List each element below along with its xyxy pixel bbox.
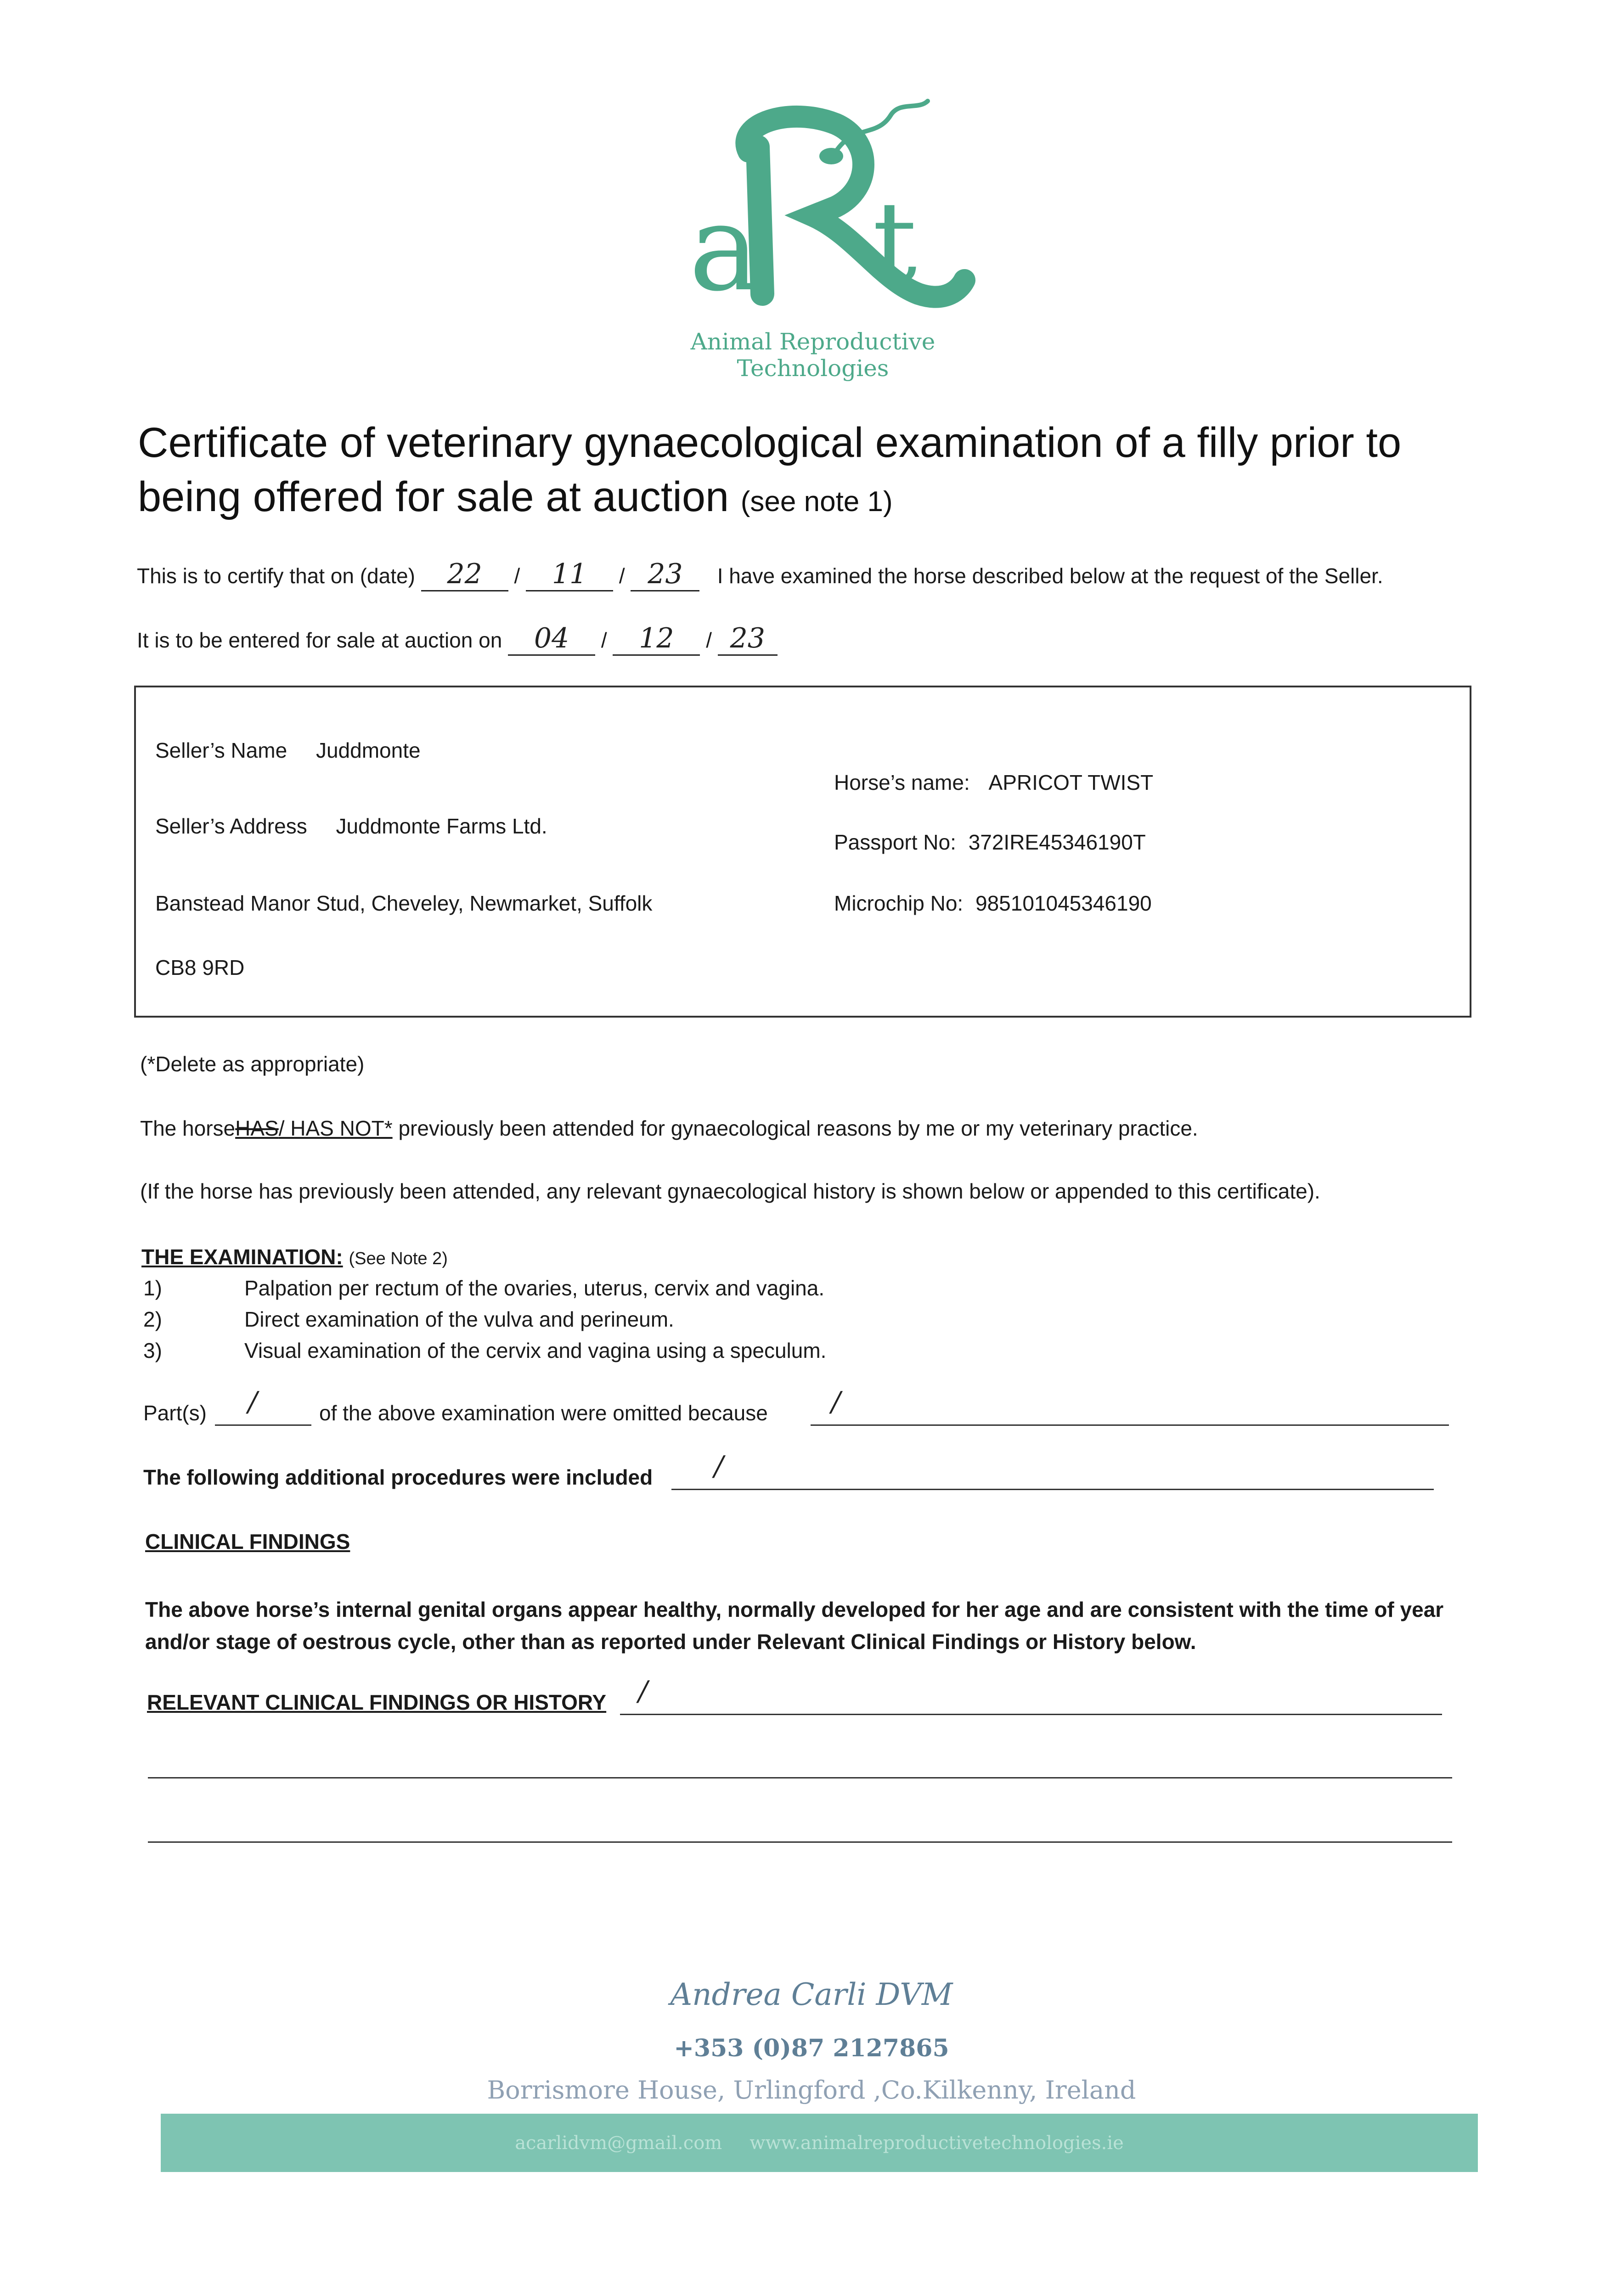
auction-date-year[interactable]: 23 bbox=[730, 622, 765, 654]
delete-note: (*Delete as appropriate) bbox=[140, 1052, 365, 1076]
microchip-row bbox=[834, 891, 1152, 916]
relevant-field-line3[interactable] bbox=[148, 1841, 1452, 1843]
examination-heading-row bbox=[141, 1244, 448, 1269]
omitted-reason-field[interactable] bbox=[811, 1424, 1449, 1426]
history-suffix: previously been attended for gynaecological reasons by me or my veterinary practice. bbox=[398, 1116, 1198, 1140]
seller-address-label: Seller’s Address bbox=[155, 814, 307, 838]
logo-tagline: Animal Reproductive Technologies bbox=[690, 328, 935, 382]
omitted-parts-field[interactable] bbox=[215, 1424, 311, 1426]
relevant-field-line1[interactable] bbox=[620, 1714, 1442, 1715]
horse-name-row bbox=[834, 770, 1153, 795]
footer-name: Andrea Carli DVM bbox=[670, 1977, 953, 2012]
seller-horse-box bbox=[134, 686, 1471, 1018]
exam-item-number: 1) bbox=[143, 1276, 162, 1300]
certify-suffix: I have examined the horse described below at the request of the Seller. bbox=[717, 564, 1383, 588]
passport-label: Passport No: bbox=[834, 830, 956, 854]
seller-address-row bbox=[155, 814, 547, 838]
microchip-value[interactable]: 985101045346190 bbox=[975, 891, 1152, 915]
history-prefix: The horse bbox=[140, 1116, 236, 1140]
date-separator: / bbox=[601, 628, 607, 652]
has-not-option[interactable]: / HAS NOT* bbox=[278, 1116, 393, 1140]
svg-text:t: t bbox=[873, 178, 917, 306]
footer-phone: +353 (0)87 2127865 bbox=[674, 2034, 949, 2062]
svg-text:a: a bbox=[689, 179, 761, 318]
exam-date-month[interactable]: 11 bbox=[552, 558, 587, 590]
exam-item-text: Direct examination of the vulva and perineum. bbox=[244, 1307, 674, 1331]
seller-name-row bbox=[155, 738, 421, 763]
auction-prefix: It is to be entered for sale at auction on bbox=[137, 628, 502, 652]
omitted-reason-mark: / bbox=[831, 1386, 841, 1418]
title-note: (see note 1) bbox=[740, 486, 893, 518]
auction-line bbox=[137, 622, 778, 656]
footer-website[interactable]: www.animalreproductivetechnologies.ie bbox=[750, 2132, 1124, 2154]
footer-address: Borrismore House, Urlingford ,Co.Kilkenny, Ireland bbox=[487, 2076, 1136, 2105]
seller-name-label: Seller’s Name bbox=[155, 738, 287, 762]
date-separator: / bbox=[514, 564, 520, 588]
examination-note: (See Note 2) bbox=[349, 1249, 448, 1268]
auction-date-day[interactable]: 04 bbox=[534, 622, 569, 654]
page-title bbox=[138, 416, 1506, 529]
passport-value[interactable]: 372IRE45346190T bbox=[968, 830, 1146, 854]
exam-date-day[interactable]: 22 bbox=[447, 558, 482, 590]
relevant-field-line2[interactable] bbox=[148, 1777, 1452, 1778]
microchip-label: Microchip No: bbox=[834, 891, 964, 915]
seller-address-value[interactable]: Juddmonte Farms Ltd. bbox=[336, 814, 547, 838]
exam-item-text: Palpation per rectum of the ovaries, uterus, cervix and vagina. bbox=[244, 1276, 825, 1300]
exam-date-year[interactable]: 23 bbox=[648, 558, 683, 590]
history-note: (If the horse has previously been attended, any relevant gynaecological history is shown below or appended to this certificate). bbox=[140, 1179, 1320, 1203]
clinical-statement: The above horse’s internal genital organs appear healthy, normally developed for her age and are consistent with the time of year and/or stage of oestrous cycle, other than as reported under Relevant Clinical Findings or History below. bbox=[145, 1598, 1444, 1654]
omitted-prefix: Part(s) bbox=[143, 1401, 207, 1425]
horse-name-label: Horse’s name: bbox=[834, 771, 970, 794]
date-separator: / bbox=[619, 564, 625, 588]
logo bbox=[597, 96, 1029, 382]
seller-name-value[interactable]: Juddmonte bbox=[316, 738, 421, 762]
seller-address-line2[interactable]: Banstead Manor Stud, Cheveley, Newmarket, Suffolk bbox=[155, 891, 653, 915]
exam-item-3 bbox=[143, 1338, 827, 1363]
relevant-heading: RELEVANT CLINICAL FINDINGS OR HISTORY bbox=[147, 1690, 607, 1714]
date-separator: / bbox=[706, 628, 712, 652]
additional-label: The following additional procedures were included bbox=[143, 1465, 653, 1489]
certify-prefix: This is to certify that on (date) bbox=[137, 564, 415, 588]
history-statement bbox=[140, 1116, 1198, 1141]
additional-mark: / bbox=[714, 1450, 724, 1482]
seller-address-line3[interactable]: CB8 9RD bbox=[155, 956, 245, 979]
exam-item-number: 2) bbox=[143, 1307, 162, 1331]
exam-item-number: 3) bbox=[143, 1339, 162, 1362]
certify-line bbox=[137, 558, 1383, 591]
relevant-mark: / bbox=[638, 1675, 648, 1707]
omitted-parts-mark: / bbox=[248, 1386, 258, 1418]
exam-item-text: Visual examination of the cervix and vagina using a speculum. bbox=[244, 1339, 827, 1362]
omitted-middle: of the above examination were omitted because bbox=[319, 1401, 768, 1425]
title-main: Certificate of veterinary gynaecological examination of a filly prior to being offered for sale at auction bbox=[138, 419, 1402, 520]
horse-name-value[interactable]: APRICOT TWIST bbox=[988, 771, 1154, 794]
footer-band bbox=[161, 2114, 1478, 2172]
additional-field[interactable] bbox=[671, 1489, 1434, 1490]
clinical-heading: CLINICAL FINDINGS bbox=[145, 1530, 350, 1553]
has-option[interactable]: HAS bbox=[235, 1116, 279, 1140]
exam-item-2 bbox=[143, 1307, 674, 1332]
passport-row bbox=[834, 830, 1146, 855]
exam-item-1 bbox=[143, 1276, 825, 1300]
examination-heading: THE EXAMINATION: bbox=[141, 1245, 343, 1269]
footer-email[interactable]: acarlidvm@gmail.com bbox=[515, 2132, 722, 2154]
art-logo-icon bbox=[597, 96, 1029, 335]
auction-date-month[interactable]: 12 bbox=[639, 622, 674, 654]
